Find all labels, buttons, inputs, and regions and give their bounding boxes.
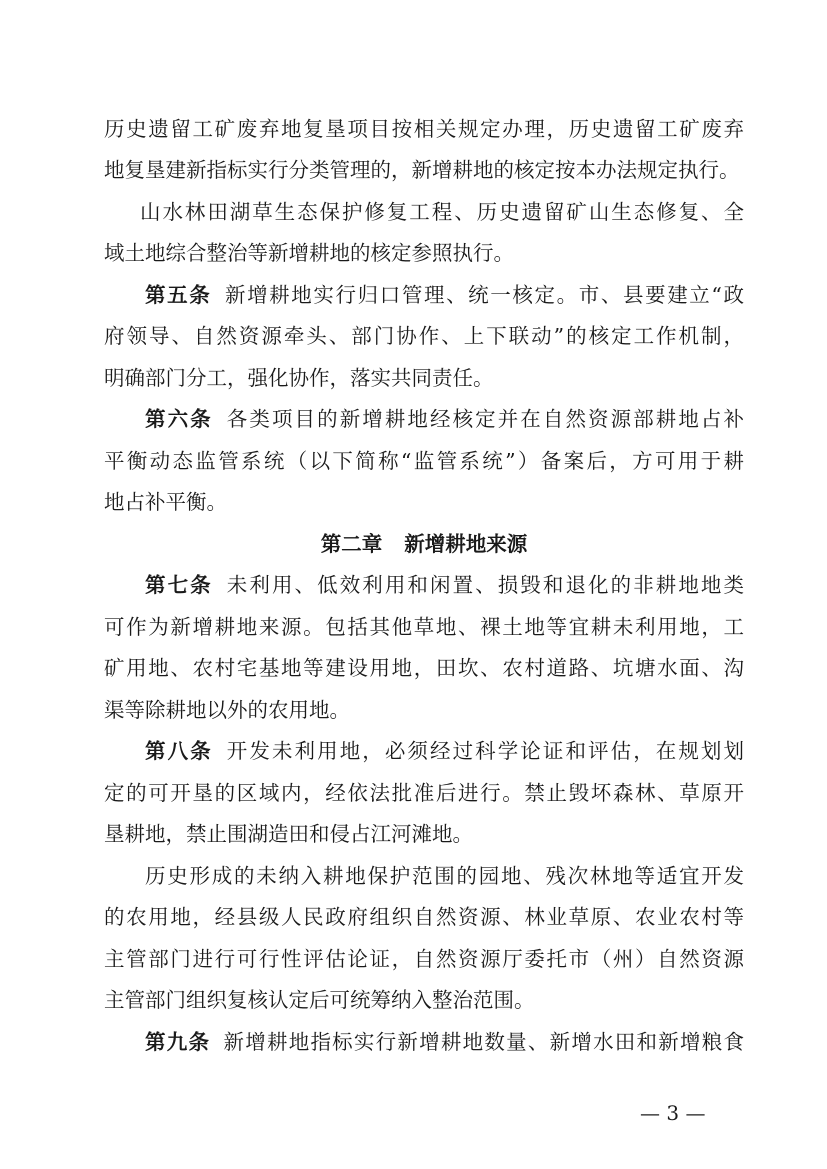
text-line: 可作为新增耕地来源。包括其他草地、裸土地等宜耕未利用地，工: [104, 615, 744, 639]
article-text: 新增耕地实行归口管理、统一核定。市、县要建立“政: [223, 283, 745, 307]
article-number: 第五条: [145, 283, 212, 307]
article-number: 第九条: [145, 1030, 211, 1054]
article-first-line: [104, 1025, 744, 1059]
article-text: 未利用、低效利用和闲置、损毁和退化的非耕地地类: [224, 573, 745, 597]
text-line: 地复垦建新指标实行分类管理的，新增耕地的核定按本办法规定执行。: [104, 158, 740, 182]
article-first-line: [104, 402, 744, 436]
text-line: 平衡动态监管系统（以下简称“监管系统”）备案后，方可用于耕: [104, 449, 744, 473]
chapter-number: 第二章: [320, 532, 383, 556]
text-line: 山水林田湖草生态保护修复工程、历史遗留矿山生态修复、全: [140, 200, 744, 224]
text-line: 的农用地，经县级人民政府组织自然资源、林业草原、农业农村等: [104, 905, 744, 929]
article-number: 第八条: [145, 739, 213, 763]
text-line: 地占补平衡。: [104, 490, 227, 514]
article-text: 新增耕地指标实行新增耕地数量、新增水田和新增粮食: [222, 1030, 745, 1054]
article-number: 第七条: [145, 573, 213, 597]
article-text: 各类项目的新增耕地经核定并在自然资源部耕地占补: [224, 407, 745, 431]
text-line: 渠等除耕地以外的农用地。: [104, 698, 350, 722]
text-line: 历史形成的未纳入耕地保护范围的园地、残次林地等适宜开发: [145, 864, 744, 888]
text-line: 垦耕地，禁止围湖造田和侵占江河滩地。: [104, 822, 473, 846]
text-line: 历史遗留工矿废弃地复垦项目按相关规定办理，历史遗留工矿废弃: [104, 117, 744, 141]
article-first-line: [104, 734, 744, 768]
text-line: 明确部门分工，强化协作，落实共同责任。: [104, 366, 494, 390]
chapter-title: 新增耕地来源: [404, 532, 528, 556]
text-line: 主管部门组织复核认定后可统筹纳入整治范围。: [104, 988, 535, 1012]
text-line: 矿用地、农村宅基地等建设用地，田坎、农村道路、坑塘水面、沟: [104, 656, 744, 680]
article-number: 第六条: [145, 407, 213, 431]
article-text: 开发未利用地，必须经过科学论证和评估，在规划划: [224, 739, 745, 763]
article-first-line: [104, 278, 744, 312]
text-line: 主管部门进行可行性评估论证，自然资源厅委托市（州）自然资源: [104, 947, 744, 971]
text-line: 府领导、自然资源牵头、部门协作、上下联动”的核定工作机制，: [104, 324, 744, 348]
chapter-heading: [104, 527, 744, 561]
page-number: — 3 —: [640, 1101, 706, 1125]
text-line: 定的可开垦的区域内，经依法批准后进行。禁止毁坏森林、草原开: [104, 781, 744, 805]
text-line: 域土地综合整治等新增耕地的核定参照执行。: [104, 241, 514, 265]
article-first-line: [104, 568, 744, 602]
